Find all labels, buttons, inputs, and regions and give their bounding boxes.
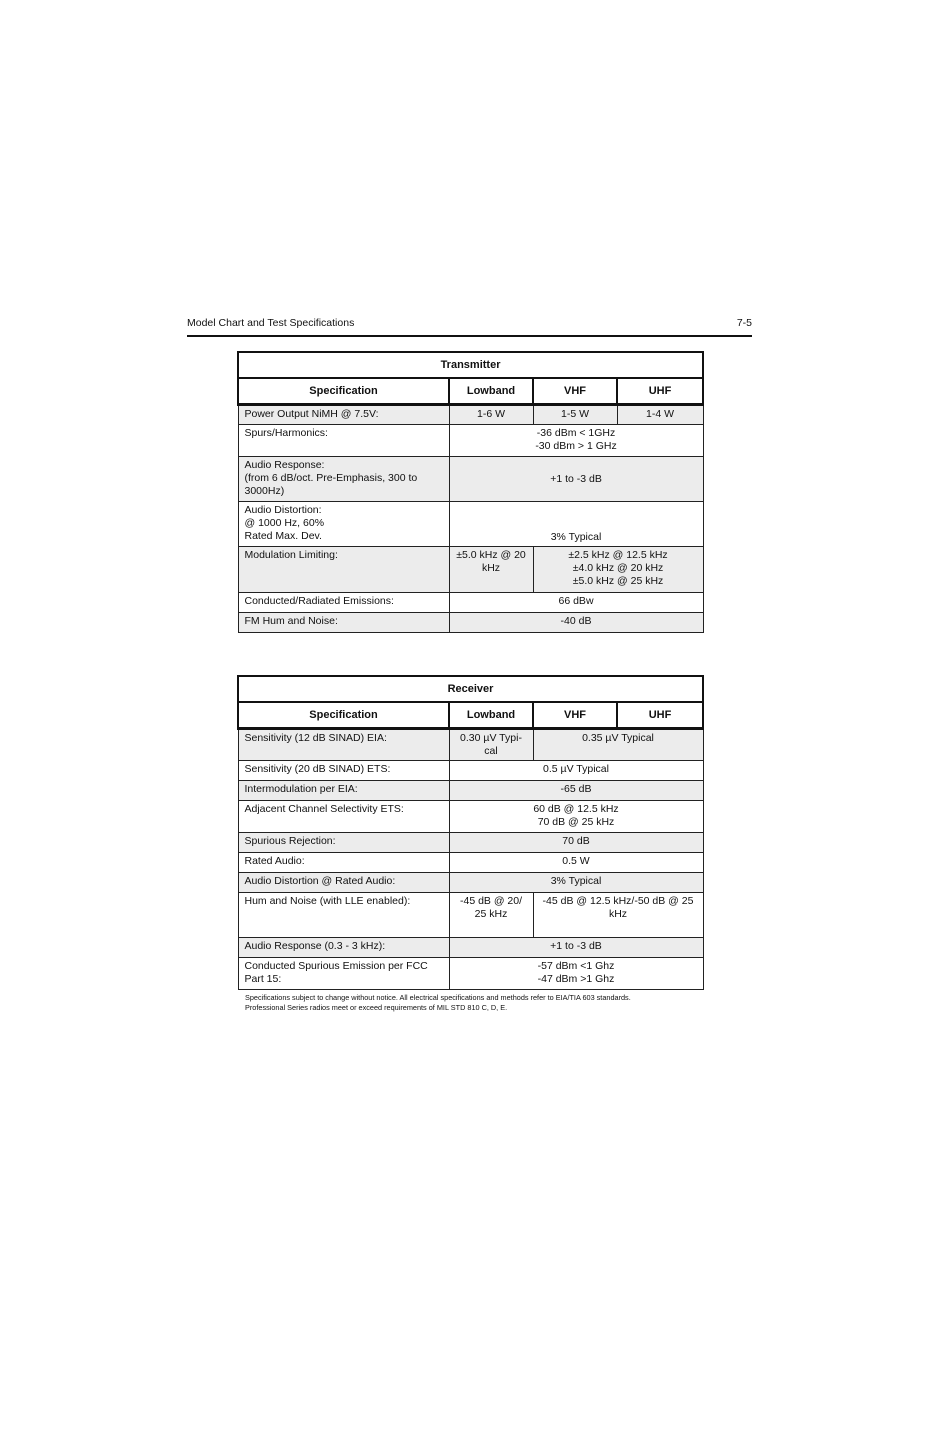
spec-label: Sensitivity (12 dB SINAD) EIA:	[238, 729, 449, 761]
spec-value: +1 to -3 dB	[449, 938, 703, 958]
lowband-value: -45 dB @ 20/ 25 kHz	[449, 893, 533, 938]
spec-value: 60 dB @ 12.5 kHz 70 dB @ 25 kHz	[449, 801, 703, 833]
table-row	[238, 833, 703, 853]
table-row	[238, 853, 703, 873]
table-title: Transmitter	[238, 352, 703, 378]
table-row	[238, 613, 703, 633]
table-row	[238, 873, 703, 893]
table-row	[238, 958, 703, 990]
table-row	[238, 547, 703, 593]
spec-label: Intermodulation per EIA:	[238, 781, 449, 801]
spec-label: Modulation Limiting:	[238, 547, 449, 593]
spec-value: 0.5 µV Typical	[449, 761, 703, 781]
spec-value: 66 dBw	[449, 593, 703, 613]
vhf-value: 1-5 W	[533, 405, 617, 425]
spec-value: 70 dB	[449, 833, 703, 853]
running-head	[187, 313, 752, 337]
table-row	[238, 761, 703, 781]
column-header: Lowband	[449, 378, 533, 405]
spec-label: Audio Response: (from 6 dB/oct. Pre-Emphasis, 300 to 3000Hz)	[238, 457, 449, 502]
table-row	[238, 893, 703, 938]
lowband-value: 1-6 W	[449, 405, 533, 425]
spec-value: -40 dB	[449, 613, 703, 633]
spec-value: -65 dB	[449, 781, 703, 801]
table-title-row	[238, 352, 703, 378]
spec-label: Conducted Spurious Emission per FCC Part 15:	[238, 958, 449, 990]
spec-value: 3% Typical	[449, 502, 703, 547]
chapter-title: Model Chart and Test Specifications	[187, 317, 355, 329]
table-row	[238, 425, 703, 457]
table-row	[238, 502, 703, 547]
spec-label: Rated Audio:	[238, 853, 449, 873]
column-header: VHF	[533, 378, 617, 405]
table-row	[238, 405, 703, 425]
spec-label: Audio Distortion @ Rated Audio:	[238, 873, 449, 893]
receiver-table	[237, 675, 704, 990]
column-header: VHF	[533, 702, 617, 729]
table-title-row	[238, 676, 703, 702]
vhf-uhf-value: -45 dB @ 12.5 kHz/-50 dB @ 25 kHz	[533, 893, 703, 938]
transmitter-table	[237, 351, 704, 633]
spec-label: Audio Distortion: @ 1000 Hz, 60% Rated Max. Dev.	[238, 502, 449, 547]
spec-label: Adjacent Channel Selectivity ETS:	[238, 801, 449, 833]
spec-label: Conducted/Radiated Emissions:	[238, 593, 449, 613]
footnote-line: Professional Series radios meet or exceed requirements of MIL STD 810 C, D, E.	[245, 1002, 508, 1012]
table-title: Receiver	[238, 676, 703, 702]
uhf-value: 1-4 W	[617, 405, 703, 425]
column-header: Specification	[238, 378, 449, 405]
spec-value: +1 to -3 dB	[449, 457, 703, 502]
table-row	[238, 938, 703, 958]
spec-label: Power Output NiMH @ 7.5V:	[238, 405, 449, 425]
table-header-row	[238, 702, 703, 729]
column-header: UHF	[617, 702, 703, 729]
footnote-line: Specifications subject to change without notice. All electrical specifications and methods refer to EIA/TIA 603 standards.	[245, 993, 631, 1002]
column-header: UHF	[617, 378, 703, 405]
spec-label: Sensitivity (20 dB SINAD) ETS:	[238, 761, 449, 781]
table-row	[238, 781, 703, 801]
footnote	[245, 993, 705, 1012]
spec-value: 0.5 W	[449, 853, 703, 873]
table-row	[238, 801, 703, 833]
table-row	[238, 729, 703, 761]
spec-label: Spurious Rejection:	[238, 833, 449, 853]
lowband-value: ±5.0 kHz @ 20 kHz	[449, 547, 533, 593]
lowband-value: 0.30 µV Typi- cal	[449, 729, 533, 761]
column-header: Lowband	[449, 702, 533, 729]
column-header: Specification	[238, 702, 449, 729]
page-number: 7-5	[736, 317, 752, 329]
spec-label: Hum and Noise (with LLE enabled):	[238, 893, 449, 938]
spec-label: Spurs/Harmonics:	[238, 425, 449, 457]
spec-value: 3% Typical	[449, 873, 703, 893]
vhf-uhf-value: 0.35 µV Typical	[533, 729, 703, 761]
spec-value: -57 dBm <1 Ghz -47 dBm >1 Ghz	[449, 958, 703, 990]
vhf-uhf-value: ±2.5 kHz @ 12.5 kHz ±4.0 kHz @ 20 kHz ±5.0 kHz @ 25 kHz	[533, 547, 703, 593]
spec-label: Audio Response (0.3 - 3 kHz):	[238, 938, 449, 958]
table-row	[238, 593, 703, 613]
spec-label: FM Hum and Noise:	[238, 613, 449, 633]
spec-value: -36 dBm < 1GHz -30 dBm > 1 GHz	[449, 425, 703, 457]
table-header-row	[238, 378, 703, 405]
table-row	[238, 457, 703, 502]
